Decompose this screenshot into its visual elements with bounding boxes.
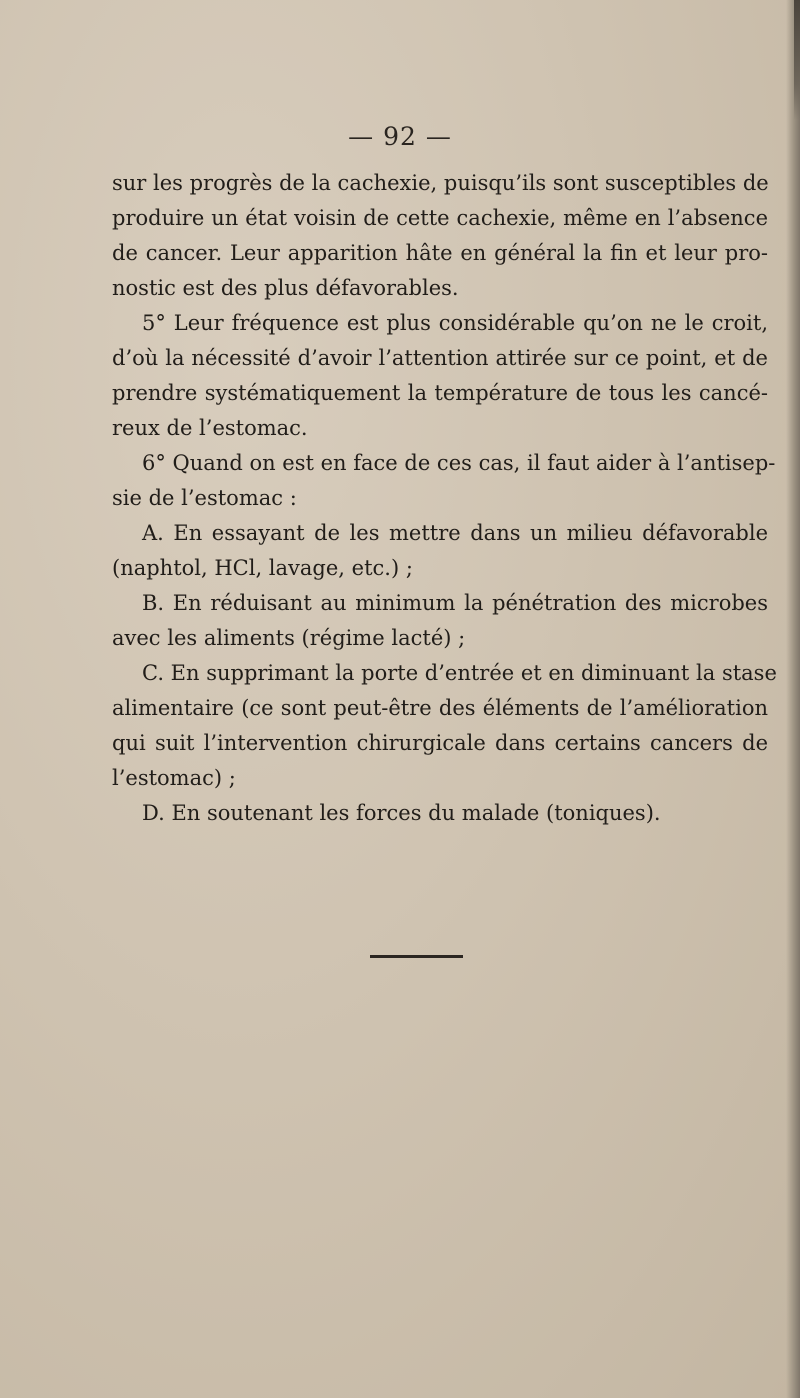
page-edge-shadow (786, 0, 800, 1398)
text-line: 6° Quand on est en face de ces cas, il faut aider à l’antisep- (142, 451, 776, 475)
text-line: prendre systématiquement la température de tous les cancé- (112, 381, 768, 405)
text-line: l’estomac) ; (112, 766, 236, 790)
text-line: nostic est des plus défavorables. (112, 276, 459, 300)
text-line: avec les aliments (régime lacté) ; (112, 626, 466, 650)
text-line: A. En essayant de les mettre dans un milieu défavorable (142, 521, 768, 545)
text-line: de cancer. Leur apparition hâte en général la fin et leur pro- (112, 241, 768, 265)
text-line: reux de l’estomac. (112, 416, 308, 440)
text-line: d’où la nécessité d’avoir l’attention attirée sur ce point, et de (112, 346, 768, 370)
text-line: sie de l’estomac : (112, 486, 297, 510)
text-line: 5° Leur fréquence est plus considérable qu’on ne le croit, (142, 311, 768, 335)
text-line: produire un état voisin de cette cachexie, même en l’absence (112, 206, 768, 230)
page-number: — 92 — (348, 122, 452, 151)
text-line: C. En supprimant la porte d’entrée et en diminuant la stase (142, 661, 777, 685)
body-text (112, 166, 777, 831)
page-edge-dark (794, 0, 800, 120)
text-line: sur les progrès de la cachexie, puisqu’ils sont susceptibles de (112, 171, 769, 195)
end-rule (370, 955, 463, 958)
text-line: B. En réduisant au minimum la pénétration des microbes (142, 591, 768, 615)
text-line: (naphtol, HCl, lavage, etc.) ; (112, 556, 413, 580)
text-line: alimentaire (ce sont peut-être des éléments de l’amélioration (112, 696, 768, 720)
text-line: qui suit l’intervention chirurgicale dans certains cancers de (112, 731, 768, 755)
text-line: D. En soutenant les forces du malade (toniques). (142, 801, 661, 825)
